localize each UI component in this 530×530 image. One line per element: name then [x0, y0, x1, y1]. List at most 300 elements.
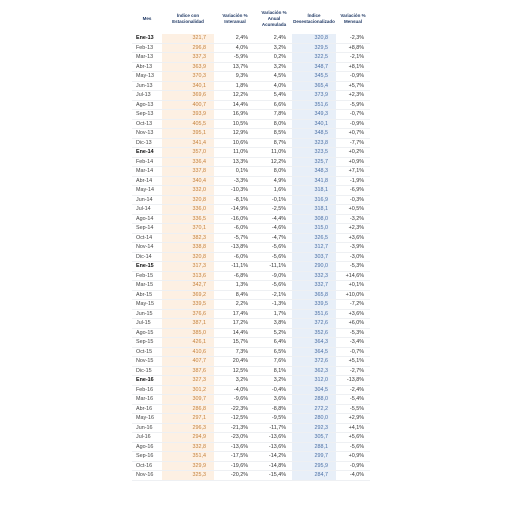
- cell-variacion-anual-acumulada: -13,6%: [268, 434, 286, 440]
- cell-indice-desestacionalizado: 372,6: [292, 319, 336, 329]
- cell-variacion-mensual: +0,7%: [348, 130, 364, 136]
- cell-mes: Jul-16: [136, 434, 151, 440]
- cell-variacion-anual-acumulada: 3,2%: [273, 63, 286, 70]
- cell-indice-desestacionalizado: 295,9: [292, 461, 336, 471]
- cell-variacion-interanual: 13,3%: [232, 158, 248, 165]
- table-row: [132, 72, 370, 82]
- cell-variacion-mensual: -0,9%: [349, 120, 364, 127]
- cell-mes: Sep-16: [136, 453, 154, 459]
- cell-variacion-interanual: -10,3%: [230, 187, 248, 193]
- cell-indice-estacionalidad: 332,8: [162, 442, 214, 452]
- table-row: [132, 385, 370, 395]
- cell-indice-estacionalidad: 407,7: [162, 357, 214, 367]
- cell-variacion-interanual: 0,1%: [235, 168, 248, 174]
- cell-indice-desestacionalizado: 284,7: [292, 471, 336, 481]
- header-indice-desestacionalizado: Índice Desestacionalizado: [293, 13, 335, 24]
- header-variacion-anual-acumulada: Variación % Anual Acumulada: [261, 10, 287, 27]
- cell-variacion-anual-acumulada: -15,4%: [268, 472, 286, 478]
- cell-variacion-mensual: +10,0%: [345, 291, 364, 298]
- cell-indice-estacionalidad: 340,1: [162, 81, 214, 91]
- cell-variacion-anual-acumulada: -13,6%: [268, 443, 286, 450]
- table-row: [132, 148, 370, 158]
- cell-indice-desestacionalizado: 315,0: [292, 224, 336, 234]
- cell-variacion-interanual: -14,9%: [230, 206, 248, 212]
- table-row: [132, 461, 370, 471]
- cell-indice-estacionalidad: 370,1: [162, 224, 214, 234]
- cell-variacion-interanual: -8,1%: [233, 196, 248, 203]
- cell-variacion-interanual: 17,4%: [232, 310, 248, 317]
- cell-variacion-mensual: -4,0%: [349, 472, 364, 478]
- cell-variacion-mensual: -0,9%: [349, 462, 364, 469]
- cell-indice-desestacionalizado: 351,6: [292, 100, 336, 110]
- cell-indice-estacionalidad: 395,1: [162, 129, 214, 139]
- cell-variacion-anual-acumulada: -2,5%: [271, 206, 286, 212]
- cell-mes: Feb-14: [136, 158, 154, 165]
- cell-variacion-interanual: -20,2%: [230, 472, 248, 478]
- cell-indice-estacionalidad: 426,1: [162, 338, 214, 348]
- cell-variacion-interanual: -17,5%: [230, 453, 248, 459]
- table-row: [132, 262, 370, 272]
- cell-variacion-mensual: -2,4%: [349, 386, 364, 393]
- cell-mes: May-15: [136, 301, 154, 307]
- cell-indice-desestacionalizado: 349,3: [292, 110, 336, 120]
- cell-mes: Sep-13: [136, 111, 154, 117]
- table-row: [132, 34, 370, 43]
- table-row: [132, 129, 370, 139]
- cell-variacion-mensual: +8,8%: [348, 44, 364, 51]
- cell-indice-estacionalidad: 351,4: [162, 452, 214, 462]
- cell-indice-desestacionalizado: 339,5: [292, 300, 336, 310]
- table-row: [132, 119, 370, 129]
- cell-indice-desestacionalizado: 318,1: [292, 205, 336, 215]
- table-row: [132, 110, 370, 120]
- cell-indice-desestacionalizado: 304,5: [292, 385, 336, 395]
- cell-variacion-anual-acumulada: -11,7%: [269, 424, 286, 431]
- cell-variacion-anual-acumulada: 8,0%: [273, 168, 286, 174]
- table-header-row: [132, 4, 370, 34]
- cell-variacion-mensual: -13,8%: [346, 377, 364, 383]
- cell-indice-estacionalidad: 320,8: [162, 252, 214, 262]
- cell-variacion-mensual: -3,4%: [349, 339, 364, 345]
- cell-variacion-mensual: -2,3%: [349, 35, 364, 41]
- cell-variacion-interanual: -13,8%: [230, 244, 248, 250]
- cell-indice-estacionalidad: 363,9: [162, 62, 214, 72]
- cell-indice-desestacionalizado: 308,0: [292, 214, 336, 224]
- cell-variacion-mensual: -5,5%: [349, 405, 364, 412]
- cell-mes: Ago-16: [136, 443, 154, 450]
- cell-variacion-anual-acumulada: -0,4%: [271, 386, 286, 393]
- table-row: [132, 376, 370, 386]
- cell-variacion-interanual: 14,4%: [232, 101, 248, 108]
- cell-variacion-anual-acumulada: 11,0%: [271, 149, 286, 155]
- table-body: [132, 34, 370, 480]
- cell-indice-estacionalidad: 387,6: [162, 366, 214, 376]
- cell-variacion-anual-acumulada: 8,7%: [273, 139, 286, 146]
- cell-variacion-mensual: -2,7%: [349, 367, 364, 374]
- cell-variacion-interanual: 2,2%: [235, 301, 248, 307]
- cell-indice-estacionalidad: 309,7: [162, 395, 214, 405]
- cell-mes: Nov-14: [136, 244, 154, 250]
- cell-indice-estacionalidad: 301,2: [162, 385, 214, 395]
- cell-mes: Jun-15: [136, 310, 153, 317]
- cell-indice-estacionalidad: 325,3: [162, 471, 214, 481]
- cell-variacion-interanual: -6,0%: [233, 253, 248, 260]
- cell-variacion-anual-acumulada: -0,1%: [271, 196, 286, 203]
- table-row: [132, 233, 370, 243]
- cell-indice-desestacionalizado: 341,8: [292, 176, 336, 186]
- cell-variacion-mensual: +5,1%: [348, 358, 364, 364]
- table-row: [132, 328, 370, 338]
- cell-indice-estacionalidad: 327,3: [162, 376, 214, 386]
- cell-variacion-interanual: -6,0%: [233, 225, 248, 231]
- cell-indice-estacionalidad: 286,8: [162, 404, 214, 414]
- cell-variacion-interanual: -5,9%: [233, 54, 248, 60]
- cell-variacion-mensual: +14,6%: [345, 272, 364, 279]
- cell-variacion-interanual: -22,3%: [230, 405, 248, 412]
- cell-variacion-mensual: +2,3%: [348, 92, 364, 98]
- table-row: [132, 62, 370, 72]
- cell-mes: Abr-13: [136, 63, 153, 70]
- cell-variacion-mensual: +6,0%: [348, 320, 364, 326]
- cell-variacion-interanual: 16,9%: [232, 111, 248, 117]
- cell-indice-desestacionalizado: 332,7: [292, 281, 336, 291]
- cell-indice-estacionalidad: 296,3: [162, 423, 214, 433]
- table-row: [132, 138, 370, 148]
- header-variacion-interanual: Variación % Interanual: [222, 13, 248, 24]
- cell-indice-estacionalidad: 405,5: [162, 119, 214, 129]
- cell-mes: Abr-15: [136, 291, 153, 298]
- cell-indice-desestacionalizado: 312,0: [292, 376, 336, 386]
- table-row: [132, 81, 370, 91]
- cell-variacion-anual-acumulada: 4,0%: [273, 82, 286, 89]
- cell-indice-estacionalidad: 338,8: [162, 243, 214, 253]
- cell-variacion-anual-acumulada: 6,6%: [273, 101, 286, 108]
- table-row: [132, 395, 370, 405]
- cell-variacion-anual-acumulada: 12,2%: [270, 158, 286, 165]
- table-row: [132, 281, 370, 291]
- table-row: [132, 338, 370, 348]
- cell-indice-desestacionalizado: 318,1: [292, 186, 336, 196]
- cell-variacion-anual-acumulada: -14,2%: [268, 453, 286, 459]
- table-row: [132, 100, 370, 110]
- cell-mes: Ago-15: [136, 329, 154, 336]
- table-row: [132, 205, 370, 215]
- cell-variacion-anual-acumulada: -2,1%: [271, 291, 286, 298]
- cell-variacion-interanual: 10,6%: [232, 139, 248, 146]
- cell-mes: May-16: [136, 415, 154, 421]
- cell-variacion-interanual: -9,6%: [233, 396, 248, 402]
- cell-variacion-mensual: +7,1%: [348, 168, 364, 174]
- cell-mes: Oct-15: [136, 348, 153, 355]
- cell-variacion-interanual: 17,2%: [232, 320, 248, 326]
- table-row: [132, 91, 370, 101]
- cell-variacion-anual-acumulada: 6,4%: [273, 339, 286, 345]
- cell-mes: Nov-16: [136, 472, 154, 478]
- cell-variacion-mensual: -2,1%: [349, 54, 364, 60]
- cell-indice-estacionalidad: 339,5: [162, 300, 214, 310]
- cell-variacion-anual-acumulada: 7,6%: [273, 358, 286, 364]
- cell-variacion-anual-acumulada: 7,8%: [273, 111, 286, 117]
- table-row: [132, 471, 370, 481]
- cell-mes: May-14: [136, 187, 154, 193]
- cell-variacion-interanual: 15,7%: [232, 339, 248, 345]
- cell-mes: Nov-15: [136, 358, 154, 364]
- table-row: [132, 157, 370, 167]
- cell-indice-desestacionalizado: 280,0: [292, 414, 336, 424]
- cell-variacion-anual-acumulada: -1,3%: [271, 301, 286, 307]
- cell-indice-desestacionalizado: 312,7: [292, 243, 336, 253]
- cell-indice-desestacionalizado: 316,9: [292, 195, 336, 205]
- cell-variacion-interanual: -23,0%: [230, 434, 248, 440]
- cell-variacion-anual-acumulada: 0,2%: [273, 54, 286, 60]
- cell-mes: Mar-16: [136, 396, 154, 402]
- table-row: [132, 195, 370, 205]
- cell-variacion-anual-acumulada: -5,6%: [271, 282, 286, 288]
- cell-indice-estacionalidad: 337,8: [162, 167, 214, 177]
- cell-indice-desestacionalizado: 348,3: [292, 167, 336, 177]
- cell-indice-desestacionalizado: 323,5: [292, 148, 336, 158]
- cell-variacion-mensual: +0,2%: [348, 149, 364, 155]
- cell-variacion-mensual: -7,7%: [349, 139, 364, 146]
- cell-indice-estacionalidad: 317,3: [162, 262, 214, 272]
- cell-indice-estacionalidad: 410,6: [162, 347, 214, 357]
- cell-variacion-anual-acumulada: -4,4%: [271, 215, 286, 222]
- cell-mes: Mar-15: [136, 282, 154, 288]
- data-table-sheet: [132, 4, 370, 481]
- cell-mes: Jun-14: [136, 196, 153, 203]
- cell-variacion-interanual: 12,5%: [232, 367, 248, 374]
- cell-indice-desestacionalizado: 325,7: [292, 157, 336, 167]
- table-row: [132, 252, 370, 262]
- cell-mes: May-13: [136, 73, 154, 79]
- table-row: [132, 357, 370, 367]
- table-row: [132, 423, 370, 433]
- cell-indice-desestacionalizado: 272,2: [292, 404, 336, 414]
- cell-mes: Dic-14: [136, 253, 152, 260]
- cell-variacion-anual-acumulada: 4,5%: [273, 73, 286, 79]
- cell-mes: Jun-13: [136, 82, 153, 89]
- cell-variacion-anual-acumulada: -8,8%: [271, 405, 286, 412]
- cell-mes: Mar-14: [136, 168, 154, 174]
- cell-indice-estacionalidad: 336,0: [162, 205, 214, 215]
- table-row: [132, 404, 370, 414]
- cell-indice-estacionalidad: 341,4: [162, 138, 214, 148]
- cell-variacion-anual-acumulada: -5,6%: [271, 244, 286, 250]
- cell-variacion-interanual: 2,4%: [235, 35, 248, 41]
- cell-variacion-mensual: -0,3%: [349, 196, 364, 203]
- cell-indice-estacionalidad: 393,9: [162, 110, 214, 120]
- header-mes: Mes: [142, 16, 152, 21]
- cell-indice-desestacionalizado: 299,7: [292, 452, 336, 462]
- cell-indice-desestacionalizado: 365,8: [292, 290, 336, 300]
- cell-variacion-interanual: 12,2%: [232, 92, 248, 98]
- cell-indice-desestacionalizado: 290,0: [292, 262, 336, 272]
- cell-indice-estacionalidad: 337,3: [162, 53, 214, 63]
- table-row: [132, 243, 370, 253]
- cell-mes: Feb-15: [136, 272, 154, 279]
- cell-indice-desestacionalizado: 352,6: [292, 328, 336, 338]
- cell-variacion-mensual: -6,9%: [349, 187, 364, 193]
- cell-variacion-anual-acumulada: 2,4%: [273, 35, 286, 41]
- table-row: [132, 186, 370, 196]
- cell-variacion-anual-acumulada: 3,2%: [273, 377, 286, 383]
- cell-variacion-interanual: 1,3%: [235, 282, 248, 288]
- cell-indice-desestacionalizado: 364,5: [292, 347, 336, 357]
- cell-mes: Ago-13: [136, 101, 154, 108]
- cell-indice-desestacionalizado: 323,8: [292, 138, 336, 148]
- cell-variacion-interanual: 12,9%: [232, 130, 248, 136]
- cell-indice-estacionalidad: 329,9: [162, 461, 214, 471]
- cell-indice-desestacionalizado: 365,4: [292, 81, 336, 91]
- cell-variacion-anual-acumulada: -9,5%: [271, 415, 286, 421]
- table-row: [132, 214, 370, 224]
- cell-variacion-anual-acumulada: -11,1%: [269, 263, 286, 269]
- table-row: [132, 224, 370, 234]
- cell-indice-desestacionalizado: 345,5: [292, 72, 336, 82]
- table-row: [132, 176, 370, 186]
- cell-variacion-interanual: 8,4%: [235, 291, 248, 298]
- cell-indice-estacionalidad: 342,7: [162, 281, 214, 291]
- cell-variacion-mensual: +2,9%: [348, 415, 364, 421]
- table-row: [132, 290, 370, 300]
- cell-mes: Jul-13: [136, 92, 151, 98]
- cell-variacion-anual-acumulada: 1,6%: [273, 187, 286, 193]
- cell-variacion-mensual: -5,3%: [349, 263, 364, 269]
- cell-variacion-anual-acumulada: -4,7%: [271, 234, 286, 241]
- cell-mes: Abr-14: [136, 177, 153, 184]
- cell-indice-estacionalidad: 297,1: [162, 414, 214, 424]
- cell-variacion-interanual: 1,8%: [235, 82, 248, 89]
- header-variacion-mensual: Variación % Mensual: [340, 13, 366, 24]
- cell-mes: Dic-13: [136, 139, 152, 146]
- cell-indice-estacionalidad: 313,6: [162, 271, 214, 281]
- table-row: [132, 442, 370, 452]
- cell-variacion-mensual: +3,6%: [348, 234, 364, 241]
- cell-variacion-interanual: -3,3%: [233, 177, 248, 184]
- table-row: [132, 414, 370, 424]
- cell-variacion-mensual: +3,6%: [348, 310, 364, 317]
- cell-indice-desestacionalizado: 322,5: [292, 53, 336, 63]
- cell-variacion-anual-acumulada: 3,2%: [273, 44, 286, 51]
- cell-indice-desestacionalizado: 320,8: [292, 34, 336, 43]
- cell-indice-desestacionalizado: 288,0: [292, 395, 336, 405]
- cell-variacion-interanual: 4,0%: [235, 44, 248, 51]
- cell-variacion-interanual: 10,5%: [232, 120, 248, 127]
- table-row: [132, 167, 370, 177]
- cell-indice-desestacionalizado: 348,5: [292, 129, 336, 139]
- cell-variacion-anual-acumulada: -14,8%: [268, 462, 286, 469]
- cell-indice-desestacionalizado: 305,7: [292, 433, 336, 443]
- cell-variacion-anual-acumulada: 6,5%: [273, 348, 286, 355]
- cell-variacion-mensual: -0,7%: [349, 111, 364, 117]
- cell-mes: Jul-14: [136, 206, 151, 212]
- cell-variacion-mensual: -3,0%: [349, 253, 364, 260]
- cell-indice-estacionalidad: 385,0: [162, 328, 214, 338]
- cell-variacion-interanual: -21,3%: [230, 424, 248, 431]
- cell-indice-estacionalidad: 294,9: [162, 433, 214, 443]
- cell-mes: Mar-13: [136, 54, 154, 60]
- table-row: [132, 433, 370, 443]
- cell-variacion-interanual: 11,0%: [233, 149, 248, 155]
- cell-variacion-interanual: 3,2%: [235, 377, 248, 383]
- cell-variacion-mensual: -5,6%: [349, 443, 364, 450]
- index-table: [132, 4, 370, 481]
- cell-variacion-mensual: -3,2%: [349, 215, 364, 222]
- table-row: [132, 53, 370, 63]
- cell-variacion-anual-acumulada: 3,8%: [273, 320, 286, 326]
- cell-variacion-mensual: +0,9%: [348, 453, 364, 459]
- table-row: [132, 452, 370, 462]
- cell-variacion-interanual: -6,8%: [233, 272, 248, 279]
- table-row: [132, 319, 370, 329]
- cell-variacion-mensual: -0,7%: [349, 348, 364, 355]
- cell-variacion-mensual: -7,2%: [349, 301, 364, 307]
- cell-indice-estacionalidad: 376,6: [162, 309, 214, 319]
- cell-variacion-mensual: +0,5%: [348, 206, 364, 212]
- cell-indice-desestacionalizado: 292,3: [292, 423, 336, 433]
- cell-mes: Abr-16: [136, 405, 153, 412]
- cell-mes: Feb-16: [136, 386, 154, 393]
- cell-indice-desestacionalizado: 372,6: [292, 357, 336, 367]
- cell-variacion-anual-acumulada: 4,9%: [273, 177, 286, 184]
- cell-variacion-mensual: -3,9%: [349, 244, 364, 250]
- cell-mes: Ene-13: [136, 35, 154, 41]
- cell-mes: Jun-16: [136, 424, 153, 431]
- cell-variacion-interanual: -4,0%: [233, 386, 248, 393]
- cell-mes: Ene-16: [136, 377, 154, 383]
- cell-variacion-anual-acumulada: -4,6%: [271, 225, 286, 231]
- cell-variacion-interanual: -11,1%: [231, 263, 248, 269]
- cell-indice-estacionalidad: 400,7: [162, 100, 214, 110]
- cell-variacion-interanual: 9,3%: [235, 73, 248, 79]
- cell-mes: Sep-15: [136, 339, 154, 345]
- cell-indice-estacionalidad: 369,2: [162, 290, 214, 300]
- cell-indice-estacionalidad: 332,0: [162, 186, 214, 196]
- cell-mes: Sep-14: [136, 225, 154, 231]
- cell-indice-estacionalidad: 336,4: [162, 157, 214, 167]
- cell-variacion-mensual: -5,3%: [349, 329, 364, 336]
- cell-mes: Ago-14: [136, 215, 154, 222]
- cell-variacion-mensual: -5,9%: [349, 101, 364, 108]
- cell-mes: Oct-13: [136, 120, 153, 127]
- cell-indice-estacionalidad: 382,3: [162, 233, 214, 243]
- cell-indice-estacionalidad: 320,8: [162, 195, 214, 205]
- cell-variacion-interanual: -19,6%: [230, 462, 248, 469]
- cell-variacion-mensual: -1,9%: [349, 177, 364, 184]
- cell-indice-desestacionalizado: 348,7: [292, 62, 336, 72]
- cell-variacion-anual-acumulada: 3,6%: [273, 396, 286, 402]
- cell-variacion-mensual: +5,7%: [348, 82, 364, 89]
- cell-indice-desestacionalizado: 303,7: [292, 252, 336, 262]
- cell-variacion-anual-acumulada: 1,7%: [273, 310, 286, 317]
- cell-indice-desestacionalizado: 329,5: [292, 43, 336, 53]
- cell-indice-estacionalidad: 321,7: [162, 34, 214, 43]
- table-row: [132, 300, 370, 310]
- cell-indice-estacionalidad: 357,0: [162, 148, 214, 158]
- cell-indice-desestacionalizado: 326,5: [292, 233, 336, 243]
- cell-variacion-anual-acumulada: 8,0%: [273, 120, 286, 127]
- cell-indice-estacionalidad: 387,1: [162, 319, 214, 329]
- header-indice-estacionalidad: Índice con Estacionalidad: [172, 13, 204, 24]
- cell-indice-desestacionalizado: 332,3: [292, 271, 336, 281]
- cell-variacion-interanual: -13,6%: [230, 443, 248, 450]
- cell-variacion-anual-acumulada: 5,2%: [273, 329, 286, 336]
- cell-indice-desestacionalizado: 364,3: [292, 338, 336, 348]
- cell-variacion-interanual: 20,4%: [232, 358, 248, 364]
- cell-variacion-mensual: +0,9%: [348, 158, 364, 165]
- cell-indice-estacionalidad: 340,4: [162, 176, 214, 186]
- cell-variacion-interanual: 7,3%: [235, 348, 248, 355]
